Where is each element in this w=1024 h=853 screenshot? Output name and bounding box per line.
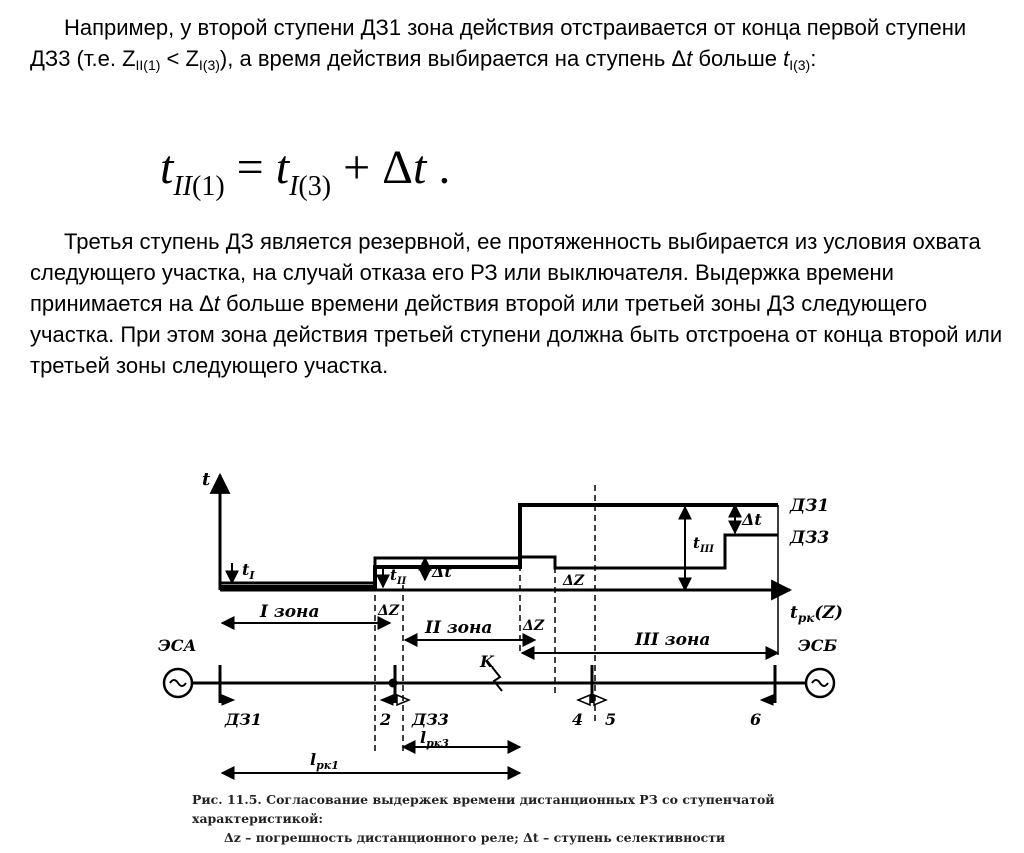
relay-dz1: ДЗ1	[225, 710, 262, 729]
relay-4: 4	[572, 710, 584, 729]
paragraph-2: Третья ступень ДЗ является резервной, ее протяженность выбирается из условия охвата следующего участка, на случай отказа его РЗ или выключателя. Выдержка времени принимается на Δt больше времени действия второй или третьей зоны ДЗ следующего участка. При этом зона действия третьей ступени должна быть отстроена от конца второй или третьей зоны следующего участка.	[30, 229, 1003, 378]
paragraph-1: Например, у второй ступени ДЗ1 зона действия отстраивается от конца первой ступени ДЗ3 (т.е. $Z_{II(1)} < Z_{I(3)}$), а время действия выбирается на ступень Δt больше $t_{I(3)}$:	[30, 15, 967, 73]
sub-z-i3: I(3)	[198, 57, 220, 73]
dt2-label: Δt	[742, 510, 762, 529]
lpk3-label: $l_{рк3}$	[420, 728, 449, 750]
zone1-label: I зона	[260, 602, 320, 622]
dz-label-2: ΔZ	[523, 618, 545, 634]
sub-t-i3: I(3)	[789, 57, 811, 73]
formula: $t_{II(1)} = t_{I(3)} + \Delta t$ .	[160, 141, 451, 202]
t-axis-label: t	[202, 469, 211, 490]
tpk-axis-label: $t_{рк}(Z)$	[790, 603, 843, 625]
t1-label: $t_I$	[242, 560, 255, 582]
relay-dz3: ДЗ3	[412, 710, 449, 729]
caption-line-2: характеристикой:	[192, 811, 324, 826]
dt1-label: Δt	[432, 562, 452, 581]
dz1-curve-label: ДЗ1	[790, 496, 830, 516]
relay-5: 5	[605, 710, 617, 729]
figure-caption	[192, 790, 832, 847]
tIII-label: $t_{III}$	[693, 534, 714, 555]
figure-time-grading-diagram	[150, 455, 850, 785]
caption-line-1: Рис. 11.5. Согласование выдержек времени дистанционных РЗ со ступенчатой	[192, 792, 775, 807]
esb-label: ЭСБ	[798, 636, 838, 655]
tII-label: $t_{II}$	[390, 566, 407, 587]
relay-6: 6	[750, 710, 762, 729]
zone3-label: III зона	[635, 630, 711, 650]
dz-label-3: ΔZ	[563, 573, 585, 589]
esa-label: ЭСА	[158, 636, 197, 655]
lpk1-label: $l_{рк1}$	[310, 750, 339, 772]
caption-line-3: Δz – погрешность дистанционного реле; Δt – ступень селективности	[224, 830, 726, 845]
fault-k-label: K	[480, 652, 494, 671]
dz3-curve-label: ДЗ3	[790, 528, 830, 548]
dz-label-1: ΔZ	[378, 603, 400, 619]
relay-2: 2	[380, 710, 392, 729]
sub-z-ii1: II(1)	[135, 57, 161, 73]
zone2-label: II зона	[425, 618, 493, 638]
